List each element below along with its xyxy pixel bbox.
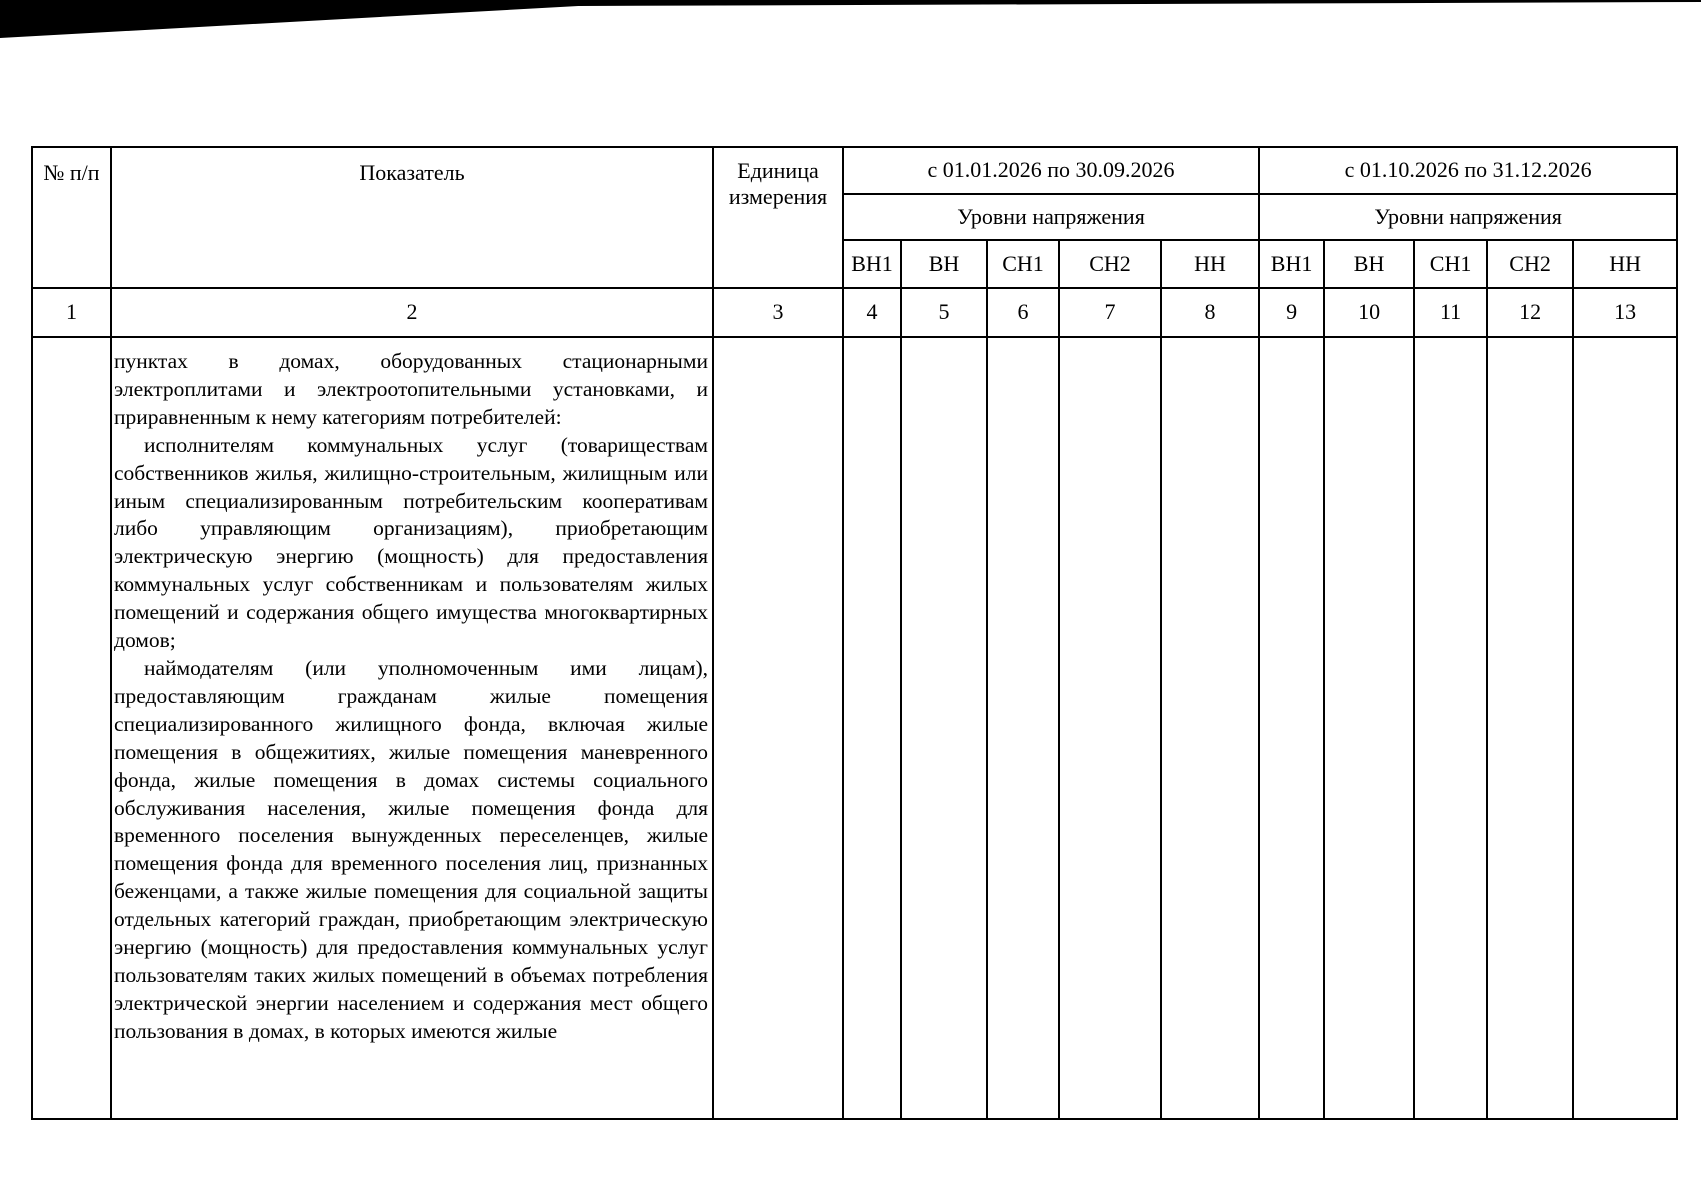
indicator-paragraph: наймодателям (или уполномоченным ими лицам), предоставляющим гражданам жилые помещения специализированного жилищного фонда, включая жилые помещения в общежитиях, жилые помещения маневренного фонда, жилые помещения в домах системы социального обслуживания населения, жилые помещения фонда для временного поселения вынужденных переселенцев, жилые помещения фонда для временного поселения лиц, признанных беженцами, а также жилые помещения для социальной защиты отдельных категорий граждан, приобретающим электрическую энергию (мощность) для предоставления коммунальных услуг пользователям таких жилых помещений в объемах потребления электрической энергии населением и содержания мест общего пользования в домах, в которых имеются жилые — [114, 655, 708, 1043]
header-num: № п/п — [32, 147, 111, 288]
value-cell — [987, 337, 1059, 1119]
tariff-table — [31, 146, 1678, 1120]
indicator-text — [112, 338, 712, 1118]
column-number: 6 — [987, 288, 1059, 337]
level-p2-sn1: СН1 — [1414, 240, 1487, 288]
value-cell — [1161, 337, 1259, 1119]
header-voltage-levels-1: Уровни напряжения — [843, 194, 1259, 240]
scan-edge — [0, 0, 1701, 40]
column-number: 13 — [1573, 288, 1677, 337]
value-cell — [1324, 337, 1414, 1119]
column-number: 11 — [1414, 288, 1487, 337]
level-p1-sn1: СН1 — [987, 240, 1059, 288]
header-period-2: с 01.10.2026 по 31.12.2026 — [1259, 147, 1677, 194]
value-cell — [843, 337, 901, 1119]
header-unit: Единица измерения — [713, 147, 843, 288]
level-p1-nn: НН — [1161, 240, 1259, 288]
level-p2-vn1: ВН1 — [1259, 240, 1324, 288]
column-number: 4 — [843, 288, 901, 337]
column-number: 8 — [1161, 288, 1259, 337]
header-row-periods — [32, 147, 1677, 194]
column-number: 2 — [111, 288, 713, 337]
indicator-paragraph: пунктах в домах, оборудованных стационарными электроплитами и электроотопительными установками, и приравненным к нему категориям потребителей: — [114, 349, 708, 429]
indicator-paragraph: исполнителям коммунальных услуг (товариществам собственников жилья, жилищно-строительным, жилищным или иным специализированным потребительским кооперативам либо управляющим организациям), приобретающим электрическую энергию (мощность) для предоставления коммунальных услуг собственникам и пользователям жилых помещений и содержания общего имущества многоквартирных домов; — [114, 432, 708, 653]
value-cell — [1414, 337, 1487, 1119]
header-indicator: Показатель — [111, 147, 713, 288]
level-p1-vn: ВН — [901, 240, 987, 288]
column-number: 3 — [713, 288, 843, 337]
value-cell — [1059, 337, 1161, 1119]
level-p1-vn1: ВН1 — [843, 240, 901, 288]
column-number: 5 — [901, 288, 987, 337]
value-cell — [901, 337, 987, 1119]
column-number: 12 — [1487, 288, 1573, 337]
column-number: 10 — [1324, 288, 1414, 337]
header-period-1: с 01.01.2026 по 30.09.2026 — [843, 147, 1259, 194]
value-cell — [1573, 337, 1677, 1119]
level-p2-vn: ВН — [1324, 240, 1414, 288]
column-number: 7 — [1059, 288, 1161, 337]
value-cell — [1487, 337, 1573, 1119]
column-number: 1 — [32, 288, 111, 337]
indicator-text-cell — [111, 337, 713, 1119]
unit-cell — [713, 337, 843, 1119]
header-voltage-levels-2: Уровни напряжения — [1259, 194, 1677, 240]
row-number-cell — [32, 337, 111, 1119]
column-number-row — [32, 288, 1677, 337]
level-p2-sn2: СН2 — [1487, 240, 1573, 288]
table-row — [32, 337, 1677, 1119]
level-p1-sn2: СН2 — [1059, 240, 1161, 288]
value-cell — [1259, 337, 1324, 1119]
level-p2-nn: НН — [1573, 240, 1677, 288]
column-number: 9 — [1259, 288, 1324, 337]
